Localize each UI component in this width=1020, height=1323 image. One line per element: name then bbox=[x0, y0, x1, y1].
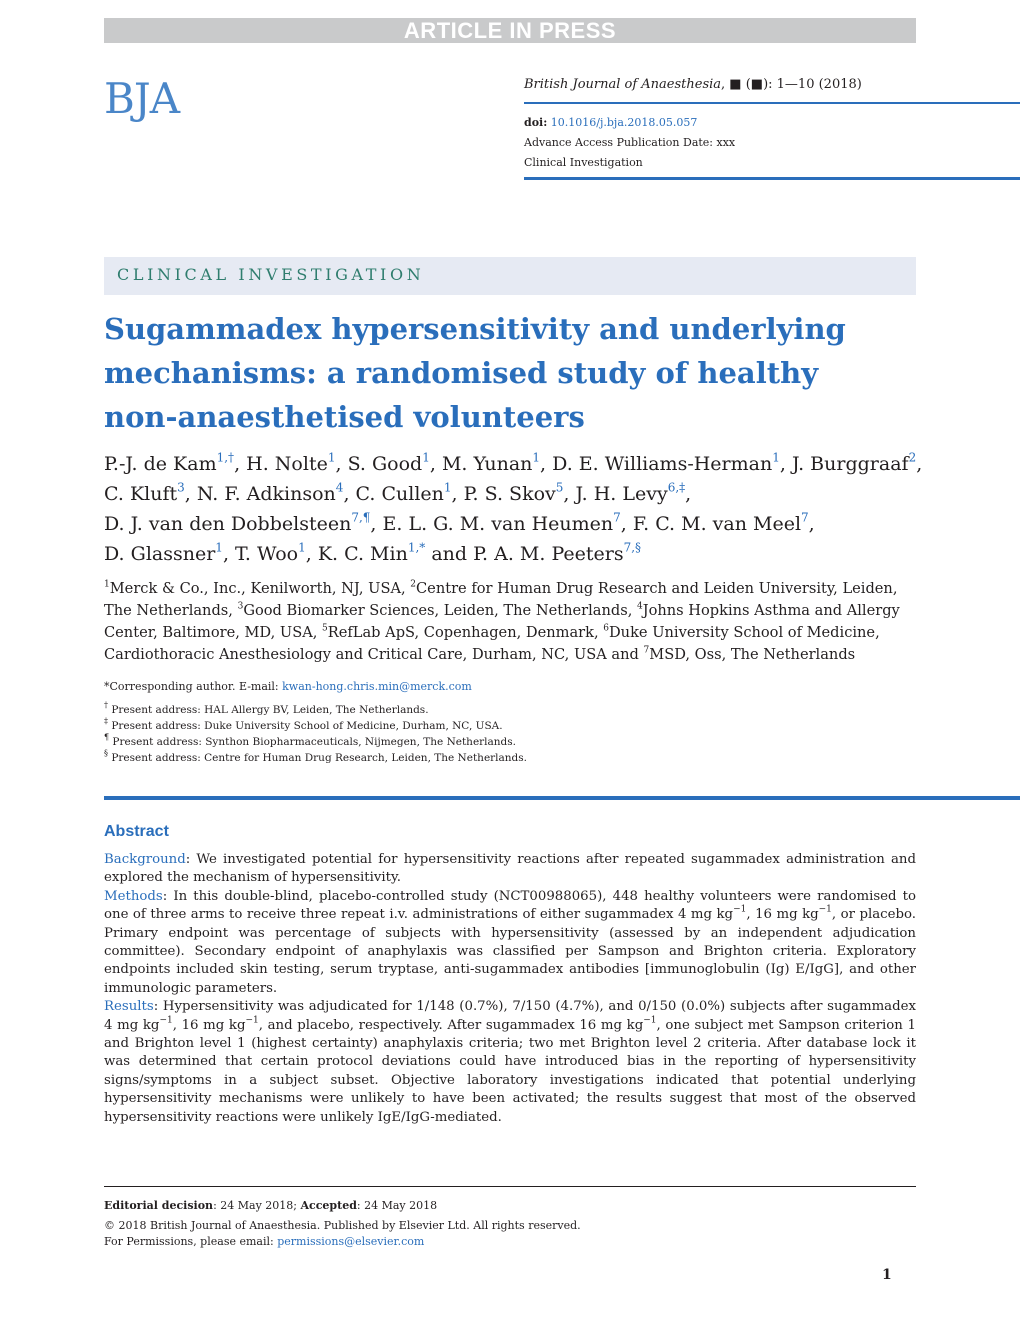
present-address-note bbox=[104, 750, 527, 766]
author-name: F. C. M. van Meel bbox=[632, 513, 802, 535]
author bbox=[104, 480, 185, 505]
abstract-results bbox=[104, 998, 916, 1127]
corresponding-label: *Corresponding author. E-mail: bbox=[104, 680, 283, 693]
methods-text: : In this double-blind, placebo-controlled study (NCT00988065), 448 healthy volunteers were randomised to one of three arms to receive three repeat i.v. administrations of either sugammadex 4 mg kg bbox=[104, 888, 916, 923]
author bbox=[382, 510, 621, 535]
background-text: : We investigated potential for hypersensitivity reactions after repeated sugammadex administration and explored the mechanism of hypersensitivity. bbox=[104, 852, 916, 886]
abstract-body bbox=[104, 851, 916, 1127]
author-name: D. E. Williams-Herman bbox=[552, 453, 773, 475]
results-text: : Hypersensitivity was adjudicated for 1/148 (0.7%), 7/150 (4.7%), and 0/150 (0.0%) subjects after sugammadex 4 mg kg bbox=[104, 999, 916, 1033]
affiliations bbox=[104, 578, 924, 666]
affiliation-text: Merck & Co., Inc., Kenilworth, NJ, USA, bbox=[109, 580, 411, 597]
page-number: 1 bbox=[882, 1267, 892, 1283]
affiliation-text: Centre for Human Drug Research and Leiden University, Leiden, The Netherlands, bbox=[104, 580, 898, 619]
author-affiliation-marker: 7,¶ bbox=[351, 510, 371, 525]
exponent: −1 bbox=[159, 1015, 173, 1026]
meta-rule bbox=[524, 177, 1020, 180]
affiliation-text: RefLab ApS, Copenhagen, Denmark, bbox=[327, 624, 604, 641]
results-text: , 16 mg kg bbox=[172, 1017, 246, 1033]
title-line: mechanisms: a randomised study of healthy bbox=[104, 356, 819, 390]
methods-text: , 16 mg kg bbox=[746, 907, 819, 923]
author bbox=[473, 540, 642, 565]
author bbox=[317, 540, 426, 565]
article-title bbox=[104, 307, 916, 439]
author-affiliation-marker: 1 bbox=[532, 450, 541, 465]
accepted-date: : 24 May 2018 bbox=[356, 1199, 438, 1212]
author-affiliation-marker: 1 bbox=[298, 540, 306, 555]
author bbox=[246, 450, 336, 475]
affiliation-number: 3 bbox=[237, 601, 244, 612]
affiliation-number: 5 bbox=[322, 623, 328, 634]
exponent: −1 bbox=[733, 904, 747, 915]
affiliation-number: 1 bbox=[104, 579, 110, 590]
article-in-press-banner: ARTICLE IN PRESS bbox=[104, 18, 916, 43]
note-text: Present address: HAL Allergy BV, Leiden, The Netherlands. bbox=[108, 704, 429, 716]
author-affiliation-marker: 1 bbox=[327, 450, 336, 465]
exponent: −1 bbox=[643, 1015, 657, 1026]
corresponding-author bbox=[104, 680, 472, 693]
abstract-rule bbox=[104, 796, 1020, 800]
abstract-methods bbox=[104, 888, 916, 998]
abstract-background bbox=[104, 851, 916, 888]
author-affiliation-marker: 3 bbox=[177, 480, 185, 495]
editorial-dates bbox=[104, 1198, 581, 1214]
access-date: Advance Access Publication Date: xxx bbox=[524, 136, 736, 149]
author bbox=[196, 480, 344, 505]
author-name: P. A. M. Peeters bbox=[473, 543, 624, 565]
note-symbol: † bbox=[104, 700, 108, 710]
affiliation-text: Johns Hopkins Asthma and Allergy Center, Baltimore, MD, USA, bbox=[104, 602, 900, 641]
author bbox=[575, 480, 686, 505]
results-text: , one subject met Sampson criterion 1 and Brighton level 1 (highest certainty) anaphylaxis criteria; two met Brighton level 2 criteria. After database lock it was determined that certain protocol deviations could have introduced bias in the reporting of hypersensitivity signs/symptoms in a subject subset. Objective laboratory investigations indicated that potential underlying hypersensitivity mechanisms were unlikely to have been activated; the results suggest that most of the observed hypersensitivity reactions were unlikely IgE/IgG-mediated. bbox=[104, 1017, 916, 1125]
author-name: C. Cullen bbox=[355, 483, 444, 505]
author-affiliation-marker: 2 bbox=[908, 450, 917, 465]
author-affiliation-marker: 7,§ bbox=[623, 540, 642, 555]
journal-issue: , ■ (■): 1—10 (2018) bbox=[721, 77, 862, 92]
author-name: K. C. Min bbox=[317, 543, 408, 565]
author bbox=[104, 510, 371, 535]
exponent: −1 bbox=[818, 904, 832, 915]
author-affiliation-marker: 7 bbox=[801, 510, 809, 525]
exponent: −1 bbox=[245, 1015, 259, 1026]
author-name: J. H. Levy bbox=[575, 483, 668, 505]
author-name: D. Glassner bbox=[104, 543, 216, 565]
affiliation-text: Good Biomarker Sciences, Leiden, The Netherlands, bbox=[243, 602, 637, 619]
affiliation-number: 7 bbox=[643, 645, 650, 656]
author-affiliation-marker: 6,‡ bbox=[667, 480, 686, 495]
title-line: non-anaesthetised volunteers bbox=[104, 400, 585, 434]
section-label: CLINICAL INVESTIGATION bbox=[117, 265, 425, 284]
decision-label: Editorial decision bbox=[104, 1199, 214, 1212]
note-text: Present address: Synthon Biopharmaceuticals, Nijmegen, The Netherlands. bbox=[109, 736, 517, 748]
permissions-label: For Permissions, please email: bbox=[104, 1235, 278, 1248]
author-name: P.-J. de Kam bbox=[104, 453, 217, 475]
methods-text: , or placebo. Primary endpoint was percentage of subjects with hypersensitivity (assessed by an independent adjudication committee). Secondary endpoint of anaphylaxis was classified per Sampson and Brighton criteria. Exploratory endpoints included skin testing, serum tryptase, anti-sugammadex antibodies [immunoglobulin (Ig) E/IgG], and other immunologic parameters. bbox=[104, 907, 916, 996]
author-name: T. Woo bbox=[235, 543, 299, 565]
present-address-note bbox=[104, 718, 527, 734]
author-affiliation-marker: 1 bbox=[422, 450, 430, 465]
author-name: M. Yunan bbox=[441, 453, 533, 475]
author-affiliation-marker: 5 bbox=[555, 480, 564, 495]
author bbox=[104, 450, 235, 475]
accepted-label: Accepted bbox=[300, 1199, 357, 1212]
background-label: Background bbox=[104, 852, 186, 867]
author-name: P. S. Skov bbox=[463, 483, 556, 505]
author bbox=[441, 450, 541, 475]
note-text: Present address: Duke University School of Medicine, Durham, NC, USA. bbox=[108, 720, 503, 732]
doi-link[interactable]: 10.1016/j.bja.2018.05.057 bbox=[550, 116, 698, 129]
title-line: Sugammadex hypersensitivity and underlying bbox=[104, 312, 846, 346]
note-text: Present address: Centre for Human Drug Research, Leiden, The Netherlands. bbox=[108, 752, 528, 764]
author-name: D. J. van den Dobbelsteen bbox=[104, 513, 352, 535]
affiliation-text: MSD, Oss, The Netherlands bbox=[649, 646, 856, 663]
author-affiliation-marker: 1 bbox=[215, 540, 223, 555]
permissions bbox=[104, 1234, 581, 1250]
journal-name: British Journal of Anaesthesia bbox=[524, 77, 722, 92]
decision-date: : 24 May 2018; bbox=[213, 1199, 301, 1212]
author bbox=[791, 450, 917, 475]
author bbox=[347, 450, 430, 475]
methods-label: Methods bbox=[104, 888, 163, 904]
author-name: N. F. Adkinson bbox=[196, 483, 336, 505]
permissions-email[interactable]: permissions@elsevier.com bbox=[277, 1235, 425, 1248]
note-symbol: § bbox=[104, 748, 108, 758]
author-affiliation-marker: 1,† bbox=[216, 450, 235, 465]
author-affiliation-marker: 4 bbox=[335, 480, 344, 495]
author-name: H. Nolte bbox=[246, 453, 328, 475]
journal-logo: BJA bbox=[104, 74, 180, 123]
author-name: E. L. G. M. van Heumen bbox=[382, 513, 614, 535]
author-name: J. Burggraaf bbox=[791, 453, 909, 475]
footer bbox=[104, 1198, 581, 1250]
author bbox=[104, 540, 223, 565]
article-type: Clinical Investigation bbox=[524, 156, 643, 169]
affiliation-number: 2 bbox=[410, 579, 417, 590]
author bbox=[235, 540, 306, 565]
abstract-heading: Abstract bbox=[104, 823, 169, 840]
note-symbol: ¶ bbox=[104, 732, 110, 742]
copyright: © 2018 British Journal of Anaesthesia. Published by Elsevier Ltd. All rights reserved. bbox=[104, 1219, 581, 1232]
present-address-note bbox=[104, 702, 527, 718]
affiliation-number: 6 bbox=[603, 623, 609, 634]
footer-rule bbox=[104, 1186, 916, 1187]
section-band bbox=[104, 257, 916, 295]
header-rule bbox=[524, 102, 1020, 104]
article-meta bbox=[524, 113, 735, 173]
author-affiliation-marker: 1,* bbox=[407, 540, 426, 555]
affiliation-number: 4 bbox=[636, 601, 643, 612]
author bbox=[552, 450, 780, 475]
doi-label: doi: bbox=[524, 116, 548, 129]
author-name: S. Good bbox=[347, 453, 423, 475]
journal-citation bbox=[524, 77, 862, 92]
author-affiliation-marker: 7 bbox=[613, 510, 621, 525]
author-name: C. Kluft bbox=[104, 483, 178, 505]
author bbox=[463, 480, 564, 505]
present-address-notes bbox=[104, 702, 527, 766]
note-symbol: ‡ bbox=[104, 716, 108, 726]
present-address-note bbox=[104, 734, 527, 750]
author bbox=[632, 510, 809, 535]
results-text: , and placebo, respectively. After sugammadex 16 mg kg bbox=[258, 1017, 644, 1033]
affiliation-text: Duke University School of Medicine, Cardiothoracic Anesthesiology and Critical Care, Durham, NC, USA and bbox=[104, 624, 880, 663]
corresponding-email[interactable]: kwan-hong.chris.min@merck.com bbox=[282, 680, 472, 693]
author bbox=[355, 480, 452, 505]
author-affiliation-marker: 1 bbox=[443, 480, 452, 495]
author-list: P.-J. de Kam$^{1,\dagger}$, H. Nolte$^1$, S. Good$^1$, M. Yunan$^1$, D. E. Williams-Herman$^1$, J. Burggraaf$^2$, C. Kluft$^3$, N. F. Adkinson$^4$, C. Cullen$^1$, P. S. Skov$^5$, J. H. Levy$^{6,\ddagger}$, D. J. van den Dobbelsteen$^{7,\P}$, E. L. G. M. van Heumen$^7$, F. C. M. van Meel$^7$, D. Glassner$^1$, T. Woo$^1$, K. C. Min$^{1,*}$ and P. A. M. Peeters$^{7,\S}$ bbox=[104, 450, 923, 565]
results-label: Results bbox=[104, 999, 154, 1015]
author-affiliation-marker: 1 bbox=[772, 450, 780, 465]
